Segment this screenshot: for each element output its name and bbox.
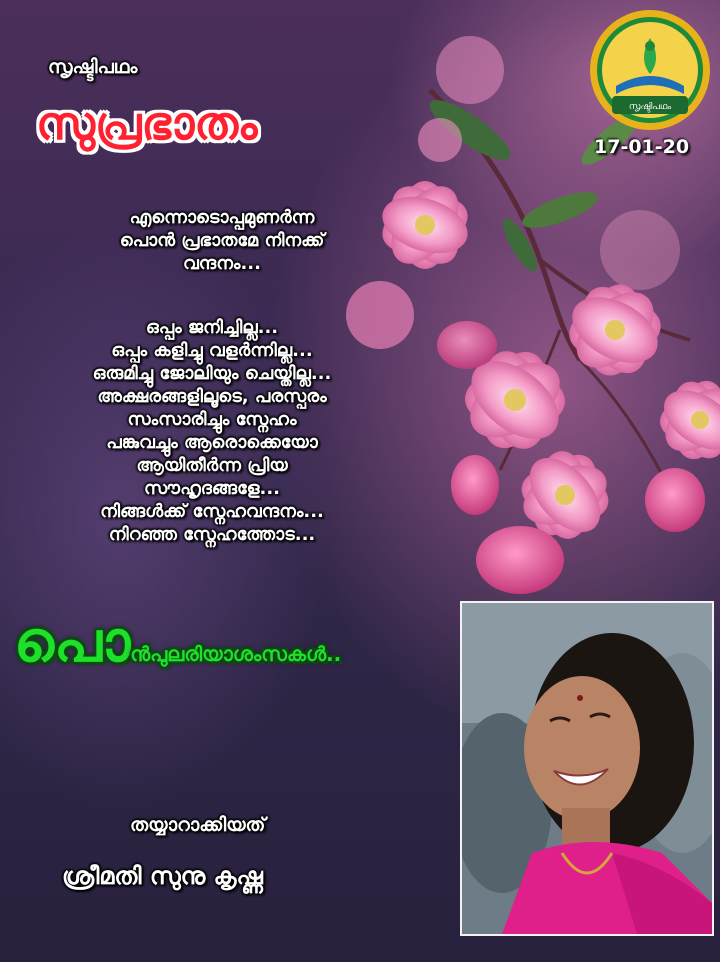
poem-line: ഒപ്പം കളിച്ചു വളർന്നില്ല...	[111, 340, 313, 361]
blossom-bud	[451, 455, 499, 515]
date-label: 17-01-20	[594, 136, 690, 158]
organization-label: സൃഷ്ടിപഥം	[48, 56, 138, 78]
poem-line: പങ്കുവച്ചും ആരൊക്കെയോ	[106, 432, 318, 453]
poem-stanza-1	[12, 206, 432, 275]
poem-line: നിങ്ങൾക്ക് സ്നേഹവന്ദനം...	[100, 501, 324, 522]
greeting-text	[14, 610, 341, 676]
blossom-bud	[645, 468, 705, 532]
poem-line: അക്ഷരങ്ങളിലൂടെ, പരസ്പരം	[97, 386, 327, 407]
poem-line: പൊൻ പ്രഭാതമേ നിനക്ക്	[119, 230, 325, 251]
poem-line: എന്നൊടൊപ്പമുണർന്ന	[129, 207, 315, 228]
greeting-rest: ൻപുലരിയാശംസകൾ..	[130, 642, 342, 666]
poem-line: വന്ദനം...	[183, 253, 261, 274]
blossom-flower	[653, 374, 720, 466]
poem-line: ഒരുമിച്ചു ജോലിയും ചെയ്തില്ല...	[92, 363, 332, 384]
logo-inner-text: സൃഷ്ടിപഥം	[628, 102, 672, 112]
greeting-big: പൊ	[14, 610, 131, 675]
poem-line: സൗഹൃദങ്ങളേ...	[143, 478, 281, 499]
prepared-by-label: തയ്യാറാക്കിയത്	[130, 814, 266, 836]
blossom-bud	[437, 321, 497, 369]
portrait-illustration	[462, 603, 712, 934]
blossom-flower	[561, 276, 669, 383]
blossom-bud	[476, 526, 564, 594]
author-photo	[460, 601, 714, 936]
poem-line: നിറഞ്ഞ സ്നേഹത്തോട...	[108, 524, 316, 545]
poem-line: സംസാരിച്ചും സ്നേഹം	[127, 409, 297, 430]
srishtipatham-logo-icon	[588, 8, 712, 132]
poem-stanza-2	[2, 316, 422, 546]
poem-line: ഒപ്പം ജനിച്ചില്ല...	[145, 317, 279, 338]
poem-line: ആയിതീർന്ന പ്രിയ	[136, 455, 288, 476]
page-title: സുപ്രഭാതം	[36, 96, 258, 150]
author-name: ശ്രീമതി സുനു കൃഷ്ണ	[62, 862, 263, 890]
